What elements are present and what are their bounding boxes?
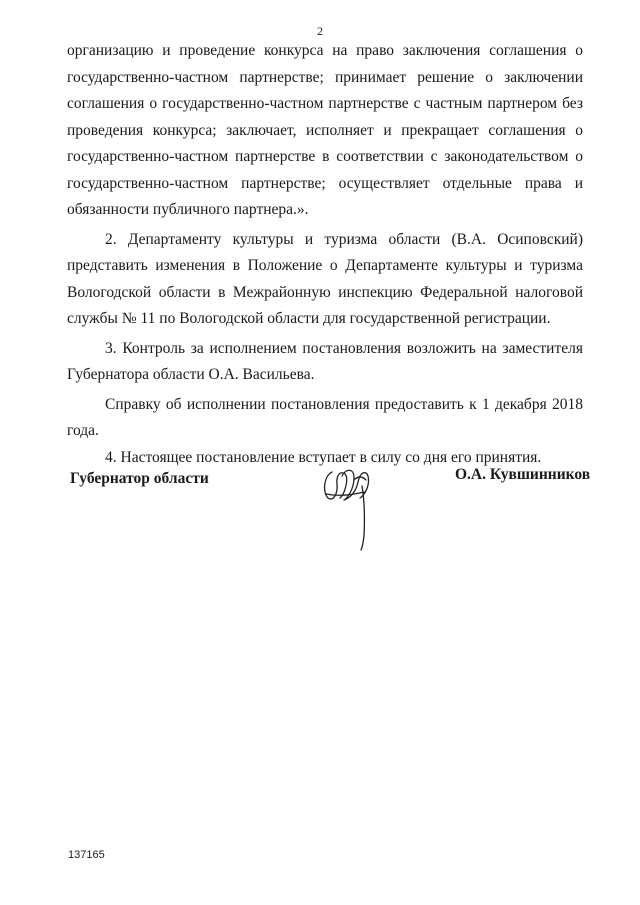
paragraph-item-2: 2. Департаменту культуры и туризма области (В.А. Осиповский) представить изменения в Положение о Департаменте культуры и туризма Вологодской области в Межрайонную инспекцию Федеральной налоговой службы № 11 по Вологодской области для государственной регистрации.	[67, 230, 583, 327]
document-body	[67, 38, 583, 471]
document-code: 137165	[68, 849, 105, 861]
signatory-title: Губернатор области	[70, 470, 209, 487]
signatory-name: О.А. Кувшинников	[455, 466, 591, 483]
paragraph-item-3: 3. Контроль за исполнением постановления возложить на заместителя Губернатора области О.А. Васильева.	[67, 339, 583, 383]
paragraph-report-deadline: Справку об исполнении постановления предоставить к 1 декабря 2018 года.	[67, 395, 583, 439]
handwritten-signature	[318, 458, 380, 552]
paragraph-item-4: 4. Настоящее постановление вступает в силу со дня его принятия.	[105, 448, 542, 466]
page-number: 2	[317, 24, 323, 38]
paragraph-ppp-powers: организацию и проведение конкурса на право заключения соглашения о государственно-частном партнерстве; принимает решение о заключении соглашения о государственно-частном партнерстве с частным партнером без проведения конкурса; заключает, исполняет и прекращает соглашения о государственно-частном партнерстве в соответствии с законодательством о государственно-частном партнерстве; осуществляет отдельные права и обязанности публичного партнера.».	[67, 42, 583, 218]
